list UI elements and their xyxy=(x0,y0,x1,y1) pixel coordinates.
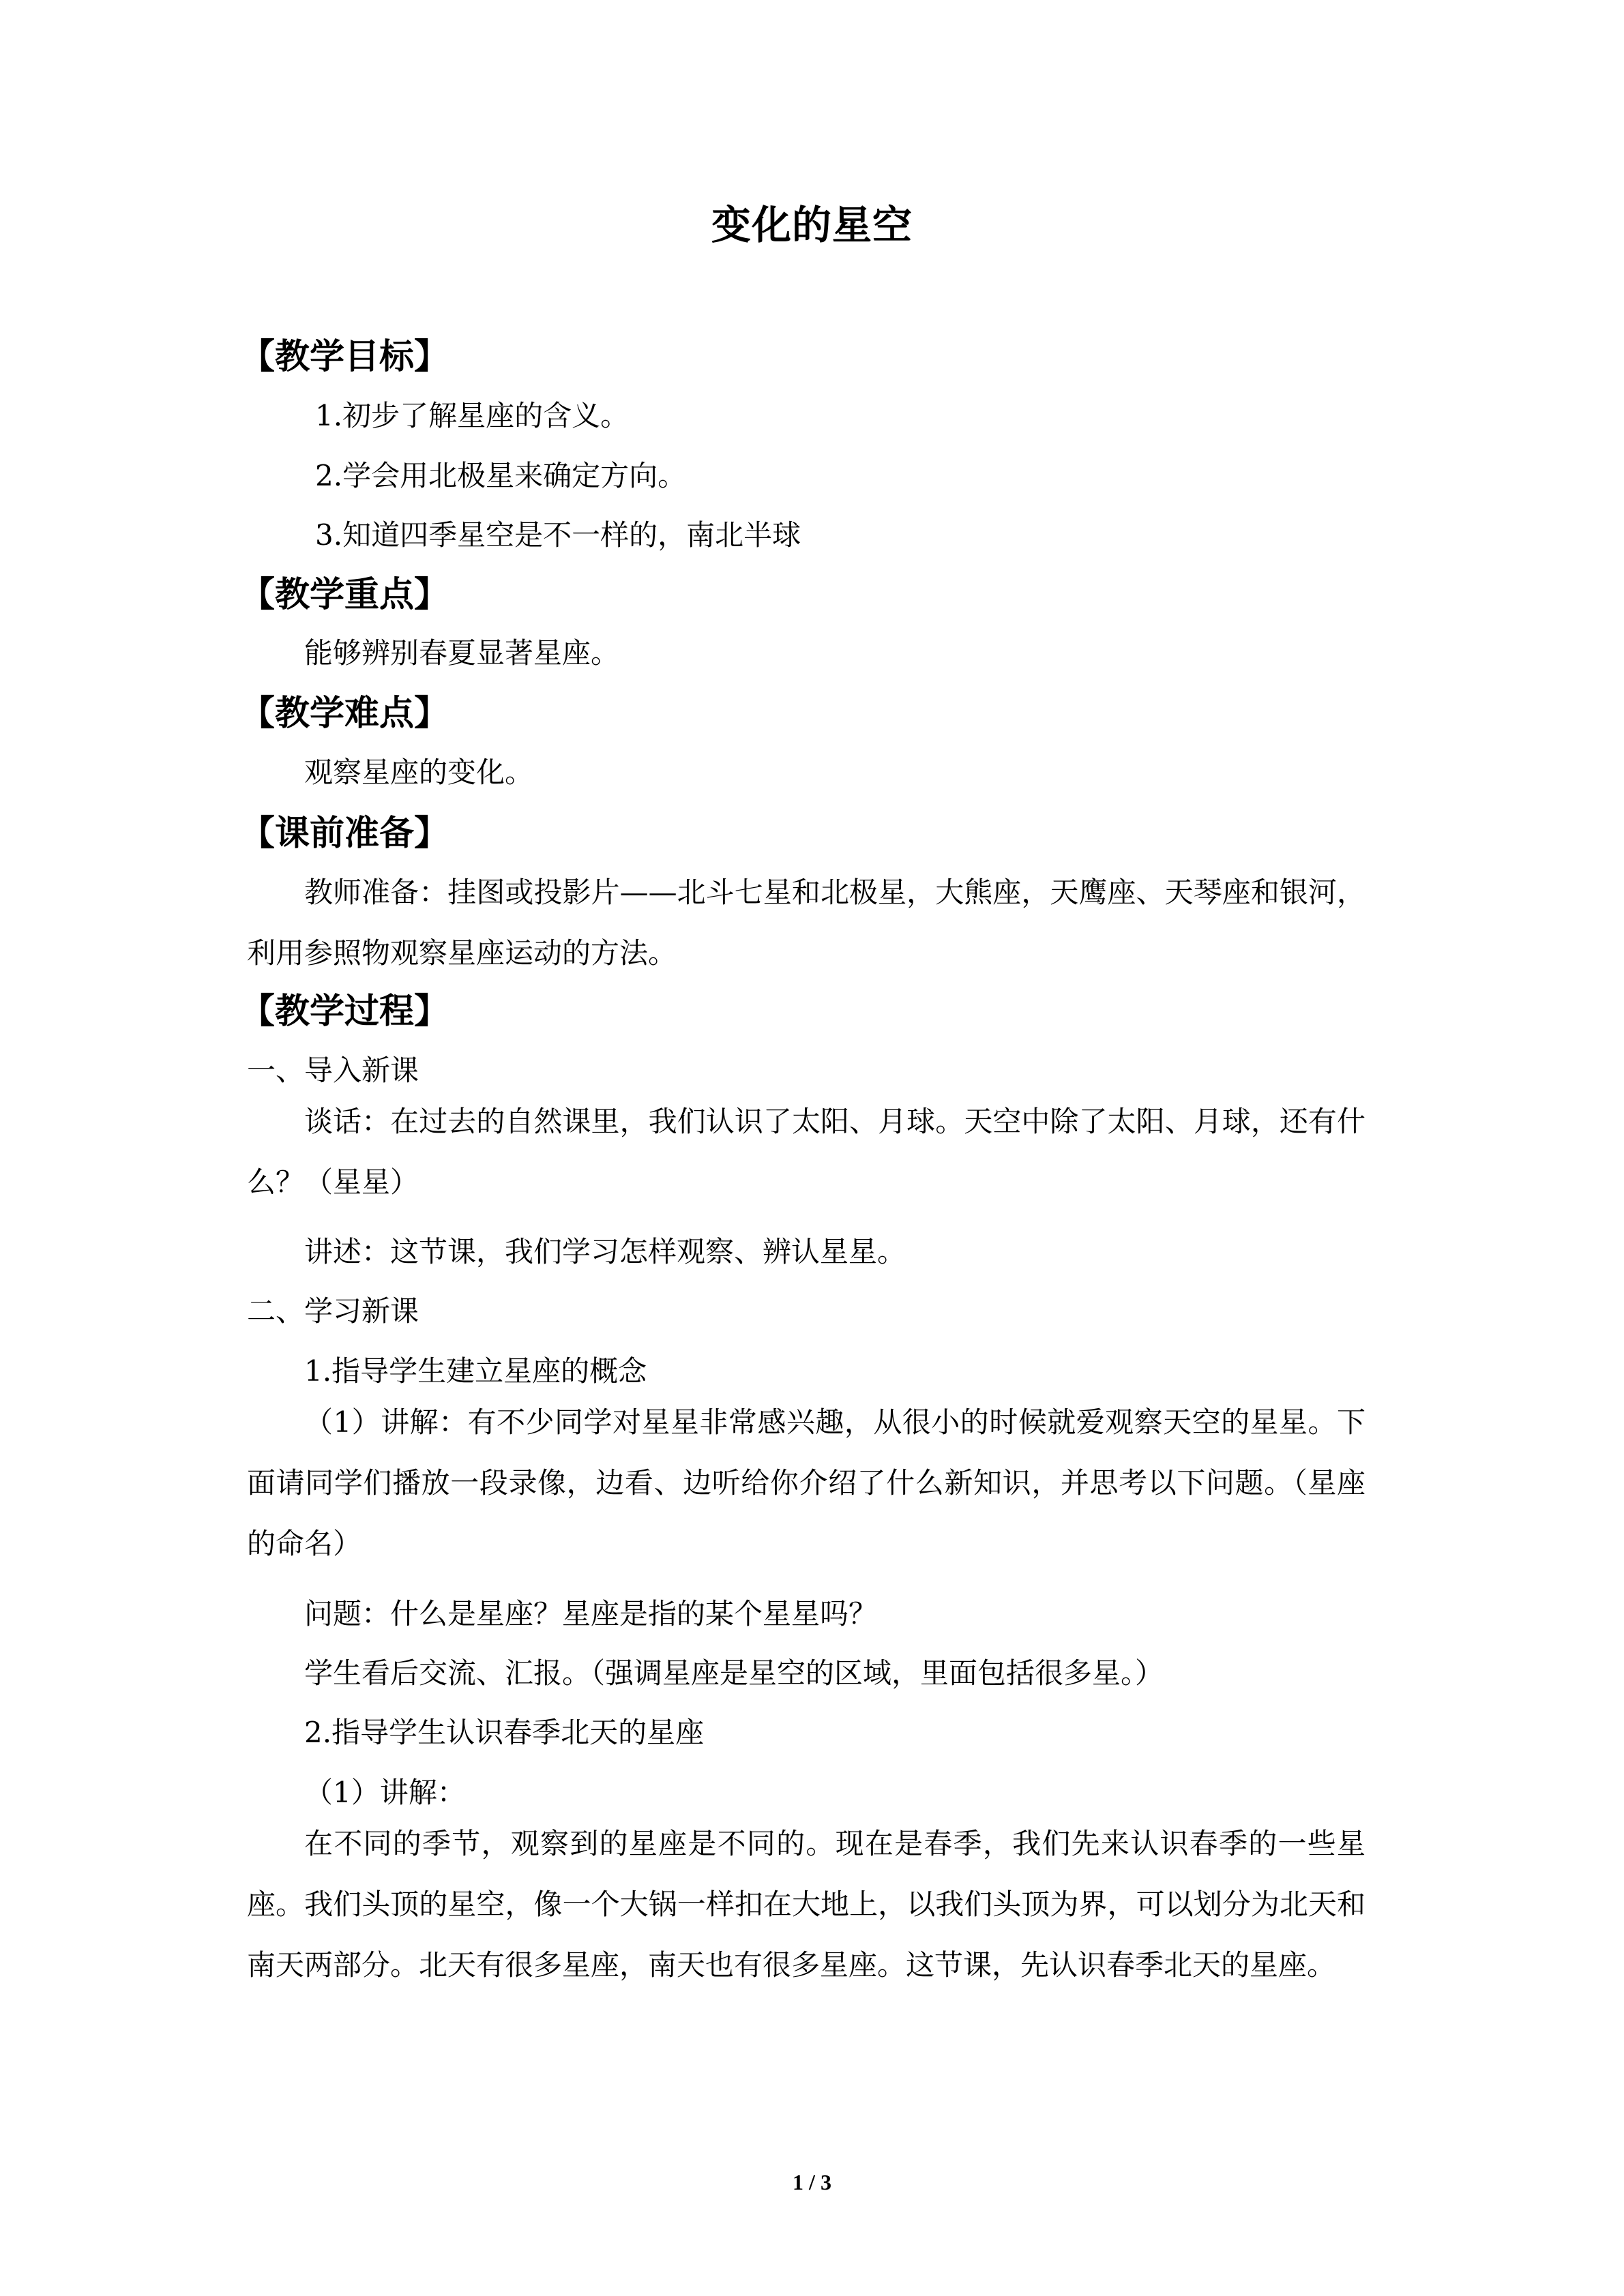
objective-item: 3.知道四季星空是不一样的，南北半球 xyxy=(315,518,801,552)
preparation-text: 教师准备：挂图或投影片——北斗七星和北极星，大熊座，天鹰座、天琴座和银河，利用参照物观察星座运动的方法。 xyxy=(247,876,1365,970)
heading-process: 【教学过程】 xyxy=(240,992,449,1032)
step1-explain: （1）讲解：有不少同学对星星非常感兴趣，从很小的时候就爱观察天空的星星。下面请同学们播放一段录像，边看、边听给你介绍了什么新知识，并思考以下问题。（星座的命名） xyxy=(247,1405,1365,1560)
step1-question: 问题：什么是星座？星座是指的某个星星吗？ xyxy=(304,1597,878,1630)
section1-talk: 谈话：在过去的自然课里，我们认识了太阳、月球。天空中除了太阳、月球，还有什么？（星星） xyxy=(247,1105,1365,1199)
difficulties-text: 观察星座的变化。 xyxy=(304,756,534,789)
objective-item: 2.学会用北极星来确定方向。 xyxy=(315,459,687,492)
document-title: 变化的星空 xyxy=(711,202,913,248)
section-title: 一、导入新课 xyxy=(247,1054,419,1087)
heading-objectives: 【教学目标】 xyxy=(240,337,449,377)
step-title: 2.指导学生认识春季北天的星座 xyxy=(304,1716,705,1749)
key-points-text: 能够辨别春夏显著星座。 xyxy=(304,636,620,670)
objective-item: 1.初步了解星座的含义。 xyxy=(315,399,630,432)
page-number: 1 / 3 xyxy=(793,2170,831,2194)
section-title: 二、学习新课 xyxy=(247,1294,419,1328)
heading-key-points: 【教学重点】 xyxy=(240,575,449,615)
section1-narration: 讲述：这节课，我们学习怎样观察、辨认星星。 xyxy=(304,1235,906,1268)
step-title: 1.指导学生建立星座的概念 xyxy=(304,1354,647,1388)
step2-explain-label: （1）讲解： xyxy=(304,1776,466,1809)
heading-difficulties: 【教学难点】 xyxy=(240,694,449,734)
heading-preparation: 【课前准备】 xyxy=(240,814,449,854)
step1-report: 学生看后交流、汇报。（强调星座是星空的区域，里面包括很多星。） xyxy=(304,1656,1164,1690)
step2-paragraph: 在不同的季节，观察到的星座是不同的。现在是春季，我们先来认识春季的一些星座。我们头顶的星空，像一个大锅一样扣在大地上，以我们头顶为界，可以划分为北天和南天两部分。北天有很多星座，南天也有很多星座。这节课，先认识春季北天的星座。 xyxy=(247,1827,1365,1982)
